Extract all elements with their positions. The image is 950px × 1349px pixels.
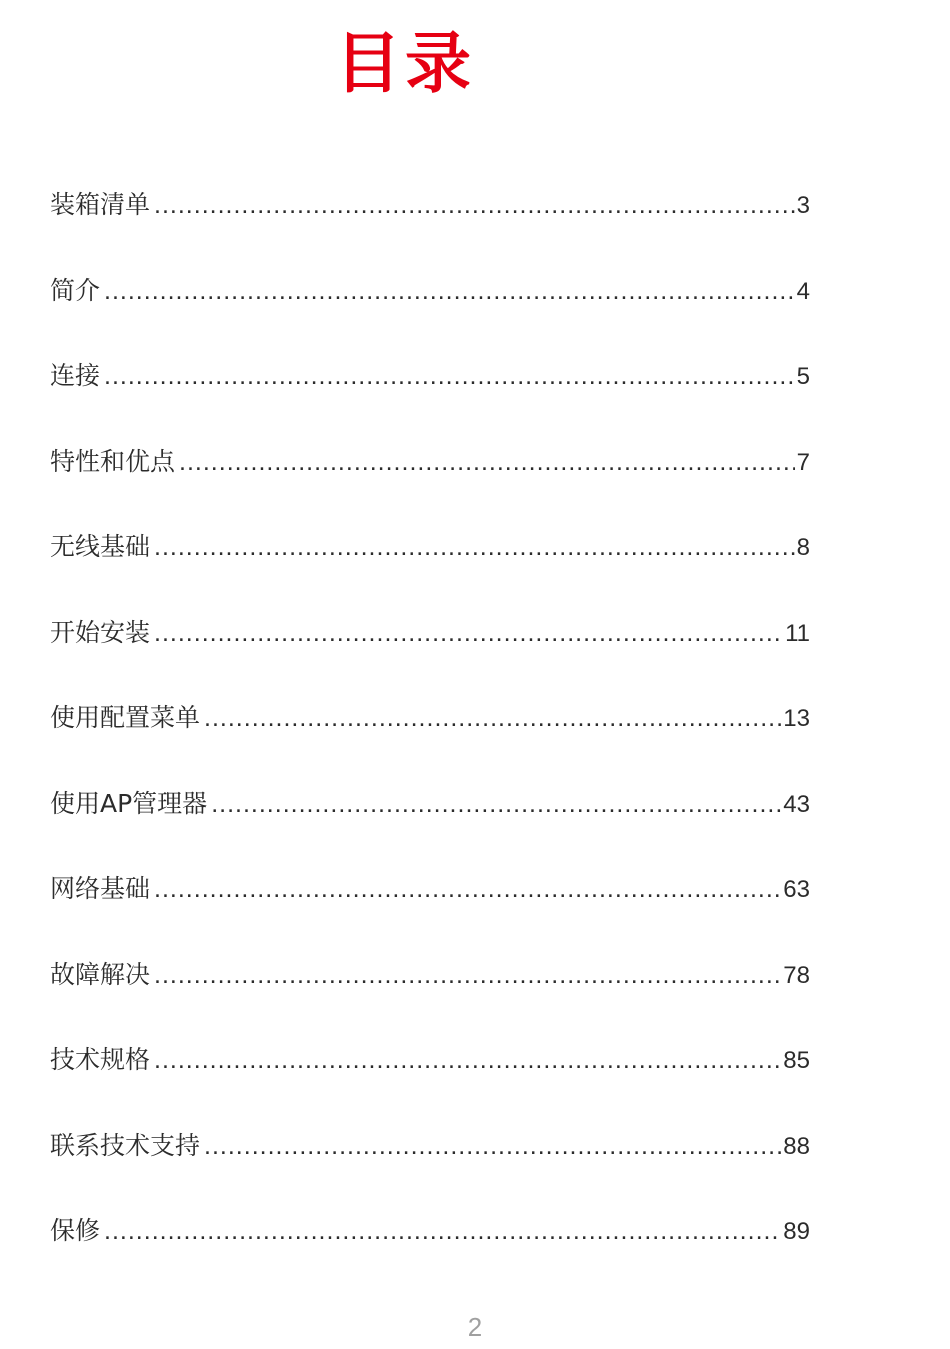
toc-entry-label: 故障解决 xyxy=(50,959,151,989)
toc-entry-label: 保修 xyxy=(50,1216,101,1245)
toc-entry-label: 技术规格 xyxy=(50,1045,151,1074)
toc-entry-specifications[interactable] xyxy=(50,1045,810,1131)
toc-entry-label: 开始安装 xyxy=(50,617,151,647)
toc-entry-label: 网络基础 xyxy=(50,874,151,903)
toc-dot-leader xyxy=(154,874,781,904)
toc-dot-leader xyxy=(204,703,781,733)
toc-entry-page: 78 xyxy=(783,961,810,989)
toc-dot-leader xyxy=(154,1045,781,1075)
page-number: 2 xyxy=(467,1312,483,1342)
toc-entry-label: 简介 xyxy=(50,275,101,305)
toc-entry-label: 无线基础 xyxy=(50,532,151,561)
toc-entry-wireless-basics[interactable] xyxy=(50,532,810,618)
toc-entry-page: 13 xyxy=(783,705,810,732)
toc-dot-leader xyxy=(179,447,795,477)
table-of-contents xyxy=(50,190,810,1302)
toc-dot-leader xyxy=(104,276,795,306)
toc-entry-config-menu[interactable] xyxy=(50,703,810,789)
toc-dot-leader xyxy=(211,789,781,819)
toc-entry-connection[interactable] xyxy=(50,361,810,447)
toc-entry-page: 11 xyxy=(785,619,810,647)
toc-entry-packing-list[interactable] xyxy=(50,190,810,276)
toc-dot-leader xyxy=(154,532,795,562)
page-title: 目录 xyxy=(335,24,475,102)
toc-entry-page: 89 xyxy=(783,1218,810,1245)
toc-entry-troubleshooting[interactable] xyxy=(50,960,810,1046)
toc-entry-label: 特性和优点 xyxy=(50,446,176,476)
toc-entry-contact-support[interactable] xyxy=(50,1131,810,1217)
toc-entry-page: 3 xyxy=(796,192,810,219)
toc-entry-label: 装箱清单 xyxy=(50,190,151,219)
toc-entry-introduction[interactable] xyxy=(50,276,810,362)
toc-entry-page: 4 xyxy=(796,277,810,305)
toc-entry-label: 联系技术支持 xyxy=(50,1130,201,1160)
toc-entry-page: 8 xyxy=(796,534,810,561)
toc-entry-label: 连接 xyxy=(50,361,101,390)
toc-entry-page: 63 xyxy=(783,876,810,903)
toc-entry-page: 5 xyxy=(796,363,810,390)
toc-entry-label: 使用AP管理器 xyxy=(50,788,208,818)
toc-dot-leader xyxy=(204,1131,781,1161)
toc-entry-getting-started[interactable] xyxy=(50,618,810,704)
toc-entry-page: 7 xyxy=(796,448,810,476)
toc-entry-features[interactable] xyxy=(50,447,810,533)
toc-entry-ap-manager[interactable] xyxy=(50,789,810,875)
toc-entry-networking-basics[interactable] xyxy=(50,874,810,960)
toc-dot-leader xyxy=(104,361,795,391)
toc-dot-leader xyxy=(104,1216,781,1246)
toc-dot-leader xyxy=(154,618,783,648)
toc-entry-label: 使用配置菜单 xyxy=(50,703,201,732)
toc-entry-page: 88 xyxy=(783,1132,810,1160)
toc-entry-page: 43 xyxy=(783,790,810,818)
toc-entry-page: 85 xyxy=(783,1047,810,1074)
toc-entry-warranty[interactable] xyxy=(50,1216,810,1302)
toc-dot-leader xyxy=(154,190,795,220)
toc-dot-leader xyxy=(154,960,781,990)
